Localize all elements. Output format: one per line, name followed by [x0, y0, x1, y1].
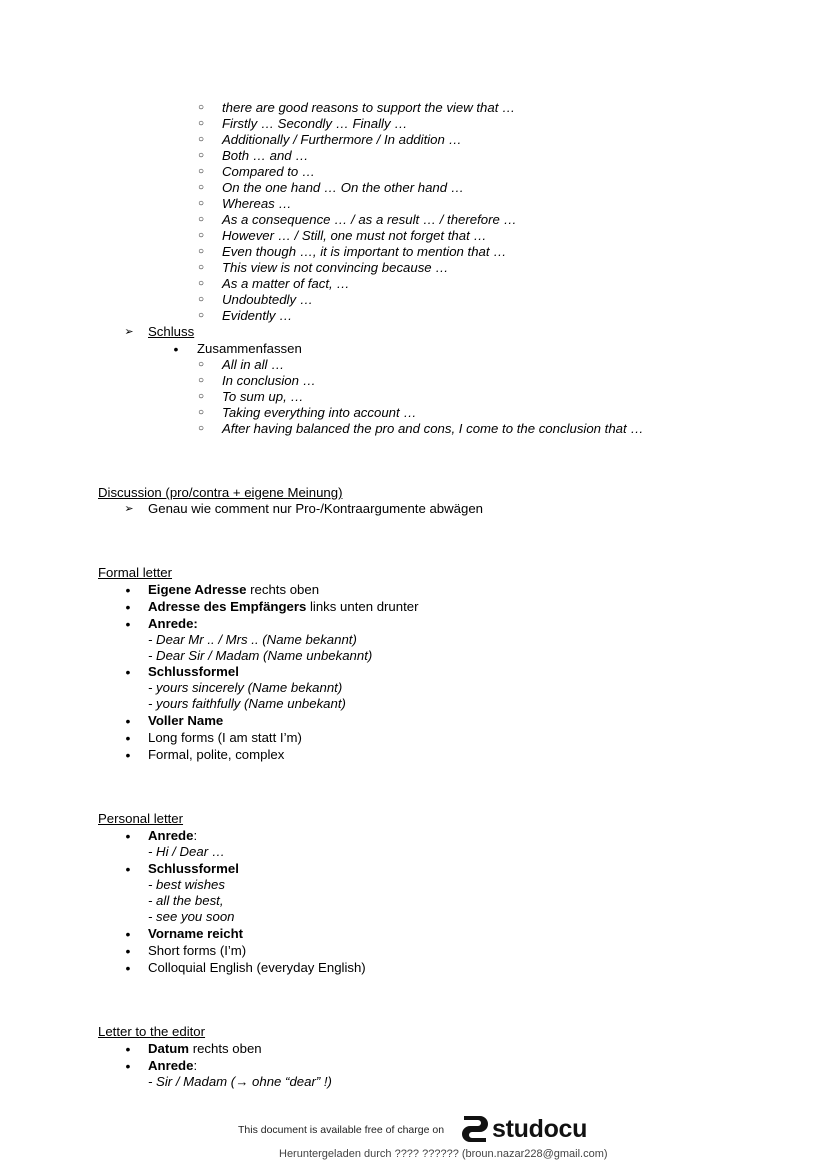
discussion-heading: Discussion (pro/contra + eigene Meinung) [98, 485, 343, 500]
list-item: Formal, polite, complex [148, 747, 285, 762]
circle-bullet-icon: ○ [197, 391, 205, 402]
list-item: Vorname reicht [148, 926, 244, 941]
circle-bullet-icon: ○ [197, 214, 205, 225]
bullet-icon: • [125, 943, 131, 959]
studocu-logo-icon [458, 1112, 492, 1146]
bullet-icon: • [125, 730, 131, 746]
studocu-wordmark: studocu [492, 1114, 588, 1143]
download-note: Heruntergeladen durch ???? ?????? (broun.nazar228@gmail.com) [279, 1148, 608, 1160]
bullet-icon: • [125, 861, 131, 877]
list-item: This view is not convincing because … [222, 260, 449, 275]
schluss-heading: Schluss [148, 324, 195, 339]
list-item: Voller Name [148, 713, 224, 728]
list-item: Genau wie comment nur Pro-/Kontraargumente abwägen [148, 501, 483, 516]
list-item: However … / Still, one must not forget that … [222, 228, 487, 243]
list-item: Schlussformel [148, 664, 239, 679]
list-item: Anrede: [148, 1058, 198, 1073]
bullet-icon: • [125, 1041, 131, 1057]
list-item: On the one hand … On the other hand … [222, 180, 464, 195]
list-item: As a consequence … / as a result … / therefore … [222, 212, 517, 227]
arrow-bullet-icon: ➢ [124, 326, 134, 338]
list-item: Evidently … [222, 308, 293, 323]
list-item: Anrede: [148, 828, 198, 843]
studocu-logo-link[interactable] [458, 1112, 587, 1146]
list-item-detail: - best wishes [148, 877, 225, 892]
list-item: As a matter of fact, … [222, 276, 350, 291]
list-item: Compared to … [222, 164, 316, 179]
bullet-icon: • [125, 664, 131, 680]
list-item-detail: - Sir / Madam (→ ohne “dear” !) [148, 1074, 332, 1089]
personal-letter-heading: Personal letter [98, 811, 184, 826]
list-item: After having balanced the pro and cons, I come to the conclusion that … [222, 421, 644, 436]
circle-bullet-icon: ○ [197, 359, 205, 370]
list-item: To sum up, … [222, 389, 304, 404]
letter-editor-heading: Letter to the editor [98, 1024, 206, 1039]
list-item: Eigene Adresse rechts oben [148, 582, 320, 597]
circle-bullet-icon: ○ [197, 262, 205, 273]
circle-bullet-icon: ○ [197, 102, 205, 113]
bullet-icon: • [125, 747, 131, 763]
list-item: Taking everything into account … [222, 405, 417, 420]
right-arrow-icon: → [235, 1074, 249, 1089]
list-item: Undoubtedly … [222, 292, 313, 307]
circle-bullet-icon: ○ [197, 294, 205, 305]
circle-bullet-icon: ○ [197, 278, 205, 289]
list-item: Firstly … Secondly … Finally … [222, 116, 408, 131]
bullet-icon: • [125, 713, 131, 729]
list-item: Schlussformel [148, 861, 239, 876]
bullet-icon: • [125, 828, 131, 844]
circle-bullet-icon: ○ [197, 166, 205, 177]
bullet-icon: • [173, 341, 179, 357]
list-item: Both … and … [222, 148, 309, 163]
list-item-detail: - yours faithfully (Name unbekant) [148, 696, 346, 711]
list-item-detail: - Dear Mr .. / Mrs .. (Name bekannt) [148, 632, 357, 647]
list-item: Anrede: [148, 616, 198, 631]
list-item: there are good reasons to support the view that … [222, 100, 516, 115]
list-item: Even though …, it is important to mention that … [222, 244, 507, 259]
circle-bullet-icon: ○ [197, 118, 205, 129]
list-item: Short forms (I’m) [148, 943, 247, 958]
list-item: Whereas … [222, 196, 292, 211]
schluss-subheading: Zusammenfassen [197, 341, 302, 356]
list-item: Additionally / Furthermore / In addition … [222, 132, 462, 147]
circle-bullet-icon: ○ [197, 198, 205, 209]
list-item: Datum rechts oben [148, 1041, 262, 1056]
circle-bullet-icon: ○ [197, 134, 205, 145]
circle-bullet-icon: ○ [197, 375, 205, 386]
bullet-icon: • [125, 582, 131, 598]
circle-bullet-icon: ○ [197, 423, 205, 434]
circle-bullet-icon: ○ [197, 150, 205, 161]
circle-bullet-icon: ○ [197, 407, 205, 418]
list-item-detail: - yours sincerely (Name bekannt) [148, 680, 343, 695]
circle-bullet-icon: ○ [197, 310, 205, 321]
bullet-icon: • [125, 960, 131, 976]
bullet-icon: • [125, 1058, 131, 1074]
list-item-detail: - see you soon [148, 909, 235, 924]
bullet-icon: • [125, 599, 131, 615]
list-item: Adresse des Empfängers links unten drunter [148, 599, 419, 614]
list-item-detail: - Hi / Dear … [148, 844, 225, 859]
list-item: Colloquial English (everyday English) [148, 960, 366, 975]
list-item: Long forms (I am statt I’m) [148, 730, 302, 745]
circle-bullet-icon: ○ [197, 246, 205, 257]
list-item: In conclusion … [222, 373, 316, 388]
list-item-detail: - Dear Sir / Madam (Name unbekannt) [148, 648, 373, 663]
arrow-bullet-icon: ➢ [124, 503, 134, 515]
bullet-icon: • [125, 616, 131, 632]
list-item: All in all … [222, 357, 285, 372]
circle-bullet-icon: ○ [197, 182, 205, 193]
bullet-icon: • [125, 926, 131, 942]
circle-bullet-icon: ○ [197, 230, 205, 241]
formal-letter-heading: Formal letter [98, 565, 173, 580]
list-item-detail: - all the best, [148, 893, 224, 908]
footer-note: This document is available free of charge on [238, 1124, 445, 1136]
